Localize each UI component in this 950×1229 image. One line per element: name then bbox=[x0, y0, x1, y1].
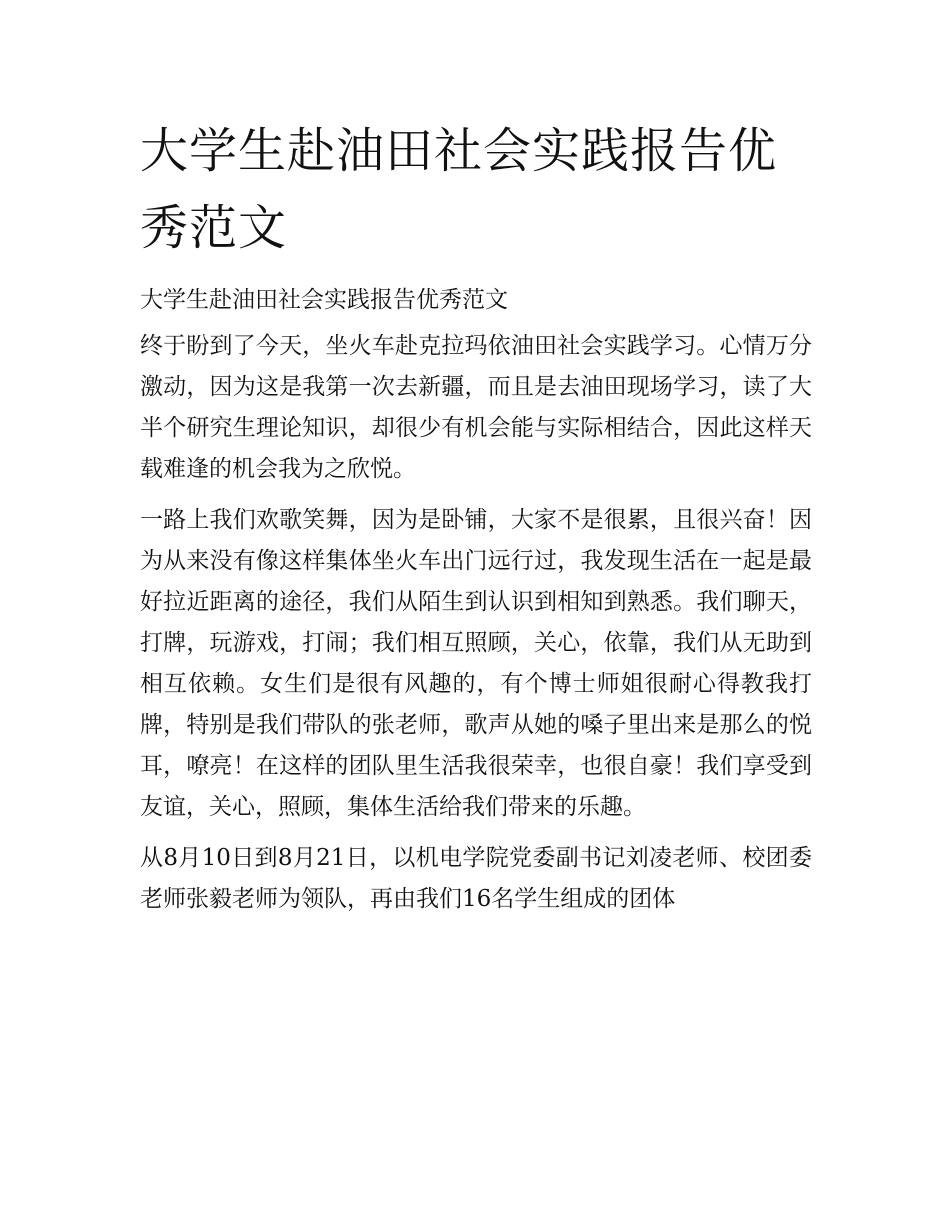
paragraph-2: 一路上我们欢歌笑舞，因为是卧铺，大家不是很累，且很兴奋！因为从来没有像这样集体坐火车出门远行过，我发现生活在一起是最好拉近距离的途径，我们从陌生到认识到相知到熟悉。我们聊天，打牌，玩游戏，打闹；我们相互照顾，关心，依靠，我们从无助到相互依赖。女生们是很有风趣的，有个博士师姐很耐心得教我打牌，特别是我们带队的张老师，歌声从她的嗓子里出来是那么的悦耳，嘹亮！在这样的团队里生活我很荣幸，也很自豪！我们享受到友谊，关心，照顾，集体生活给我们带来的乐趣。 bbox=[140, 507, 812, 820]
document-body bbox=[140, 280, 812, 930]
paragraph-3: 从8月10日到8月21日，以机电学院党委副书记刘凌老师、校团委老师张毅老师为领队，再由我们16名学生组成的团体 bbox=[140, 845, 812, 912]
document-title: 大学生赴油田社会实践报告优秀范文 bbox=[140, 123, 778, 256]
paragraph-1: 终于盼到了今天，坐火车赴克拉玛依油田社会实践学习。心情万分激动，因为这是我第一次去新疆，而且是去油田现场学习，读了大半个研究生理论知识，却很少有机会能与实际相结合，因此这样天载难逢的机会我为之欣悦。 bbox=[140, 333, 812, 482]
document-subtitle: 大学生赴油田社会实践报告优秀范文 bbox=[140, 287, 508, 313]
